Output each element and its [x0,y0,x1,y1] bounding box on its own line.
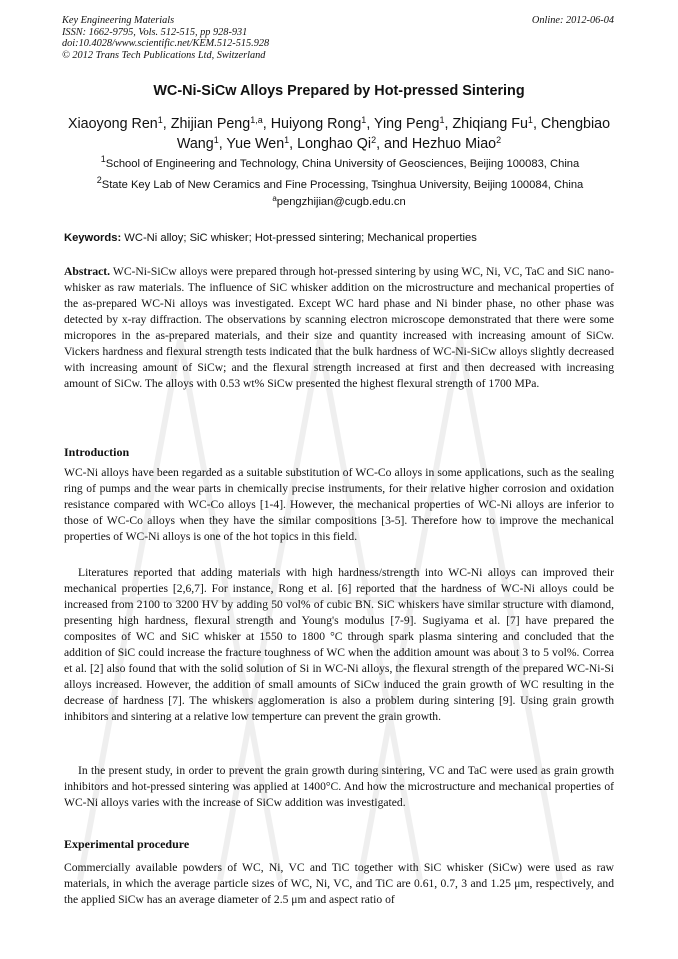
author: Chengbiao Wang$^1$ [176,116,611,152]
introduction-heading: Introduction [64,445,130,459]
journal-doi: doi:10.4028/www.scientific.net/KEM.512-515.928 [62,38,270,50]
affiliation-1: $^1$School of Engineering and Technology, China University of Geosciences, Beijing 100083, China [100,154,580,170]
journal-header [62,15,269,61]
author: Ying Peng$^1$ [374,115,445,132]
abstract-text: WC-Ni-SiCw alloys were prepared through hot-pressed sintering by using WC, Ni, VC, TaC and SiC nano-whisker as raw materials. The influence of SiC whisker addition on the microstructure and mechanical properties of the as-prepared WC-Ni alloys was investigated. Except WC hard phase and Ni binder phase, no other phase was detected by x-ray diffraction. The observations by scanning electron microscope demonstrated that there were some micropores in the as-prepared materials, and their size and quantity increased with increasing amount of SiCw. Vickers hardness and flexural strength tests indicated that the bulk hardness of WC-Ni-SiCw alloys slightly decreased with increasing amount of SiCw; and the flexural strength increased at first and then decreased with increasing amount of SiCw. The alloys with 0.53 wt% SiCw presented the highest flexural strength of 1700 MPa. [64,265,614,390]
author: Longhao Qi$^2$ [297,135,377,152]
author-list: Xiaoyong Ren$^1$, Zhijian Peng$^{1,a}$, Huiyong Rong$^1$, Ying Peng$^1$, Zhiqiang Fu$^1$, Chengbiao Wang$^1$, Yue Wen$^1$, Longhao Qi$^2$, and Hezhuo Miao$^2$ [67,115,611,152]
author: Zhijian Peng$^{1,a}$ [170,115,263,132]
author: Huiyong Rong$^1$ [270,115,367,132]
author: Yue Wen$^1$ [226,135,290,152]
keywords-text: WC-Ni alloy; SiC whisker; Hot-pressed sintering; Mechanical properties [121,232,477,244]
abstract [64,264,614,392]
corresponding-email: $^a$pengzhijian@cugb.edu.cn [272,194,406,208]
journal-copyright: © 2012 Trans Tech Publications Ltd, Switzerland [62,49,266,61]
paper-title: WC-Ni-SiCw Alloys Prepared by Hot-pressed Sintering [153,83,525,99]
online-date: Online: 2012-06-04 [531,15,614,26]
experimental-paragraph-1: Commercially available powders of WC, Ni, VC and TiC together with SiC whisker (SiCw) were used as raw materials, in which the average particle sizes of WC, Ni, VC, and TiC are 0.61, 0.7, 3 and 1.25 μm, respectively, and the applied SiCw has an average diameter of 2.5 μm and aspect ratio of [64,861,614,906]
author: Xiaoyong Ren$^1$ [67,115,163,132]
journal-name: Key Engineering Materials [62,15,175,26]
intro-paragraph-2: Literatures reported that adding materials with high hardness/strength into WC-Ni alloys can improved their mechanical properties [2,6,7]. For instance, Rong et al. [6] reported that the hardness of WC-Ni alloys could be increased from 2100 to 3200 HV by adding 50 vol% of cubic BN. SiC whiskers have similar structure with diamond, presenting high hardness, flexural strength and Young's modulus [7-9]. Sugiyama et al. [7] have prepared the composites of WC and SiC whisker at 1550 to 1800 °C through spark plasma sintering and concluded that the addition of SiC could increase the fracture toughness of WC when the addition amount was about 3 to 5 vol%. Correa et al. [2] also found that with the solid solution of Si in WC-Ni alloys, the flexural strength of the prepared WC-Ni-Si alloys increased. However, the addition of small amounts of SiCw induced the grain growth of WC resulting in the decrease of hardness [7]. The whiskers agglomeration is also a problem during sintering [9]. Using grain growth inhibitors and sintering at a relative low temperture can prevent the grain growth. [64,566,614,723]
intro-paragraph-3: In the present study, in order to prevent the grain growth during sintering, VC and TaC were used as grain growth inhibitors and hot-pressed sintering was applied at 1400°C. And how the microstructure and mechanical properties of WC-Ni alloys varies with the increase of SiCw addition was investigated. [64,764,614,809]
intro-paragraph-1: WC-Ni alloys have been regarded as a suitable substitution of WC-Co alloys in some applications, such as the sealing ring of pumps and the wear parts in chemically precise instruments, for their relative higher corrosion and oxidation resistance compared with WC-Co alloys [1-4]. However, the mechanical properties of WC-Ni alloys are inferior to those of WC-Co alloys when they have the similar compositions [3-5]. Therefore how to improve the mechanical properties of WC-Ni alloys is one of the hot topics in this field. [64,466,614,543]
abstract-label: Abstract. [64,265,111,278]
author: and Hezhuo Miao$^2$ [384,135,502,152]
author: Zhiqiang Fu$^1$ [452,115,533,132]
keywords [64,232,477,244]
journal-issn: ISSN: 1662-9795, Vols. 512-515, pp 928-931 [62,26,248,38]
keywords-label: Keywords: [64,232,122,244]
experimental-heading: Experimental procedure [64,837,190,851]
affiliation-2: $^2$State Key Lab of New Ceramics and Fine Processing, Tsinghua University, Beijing 100084, China [96,175,584,191]
